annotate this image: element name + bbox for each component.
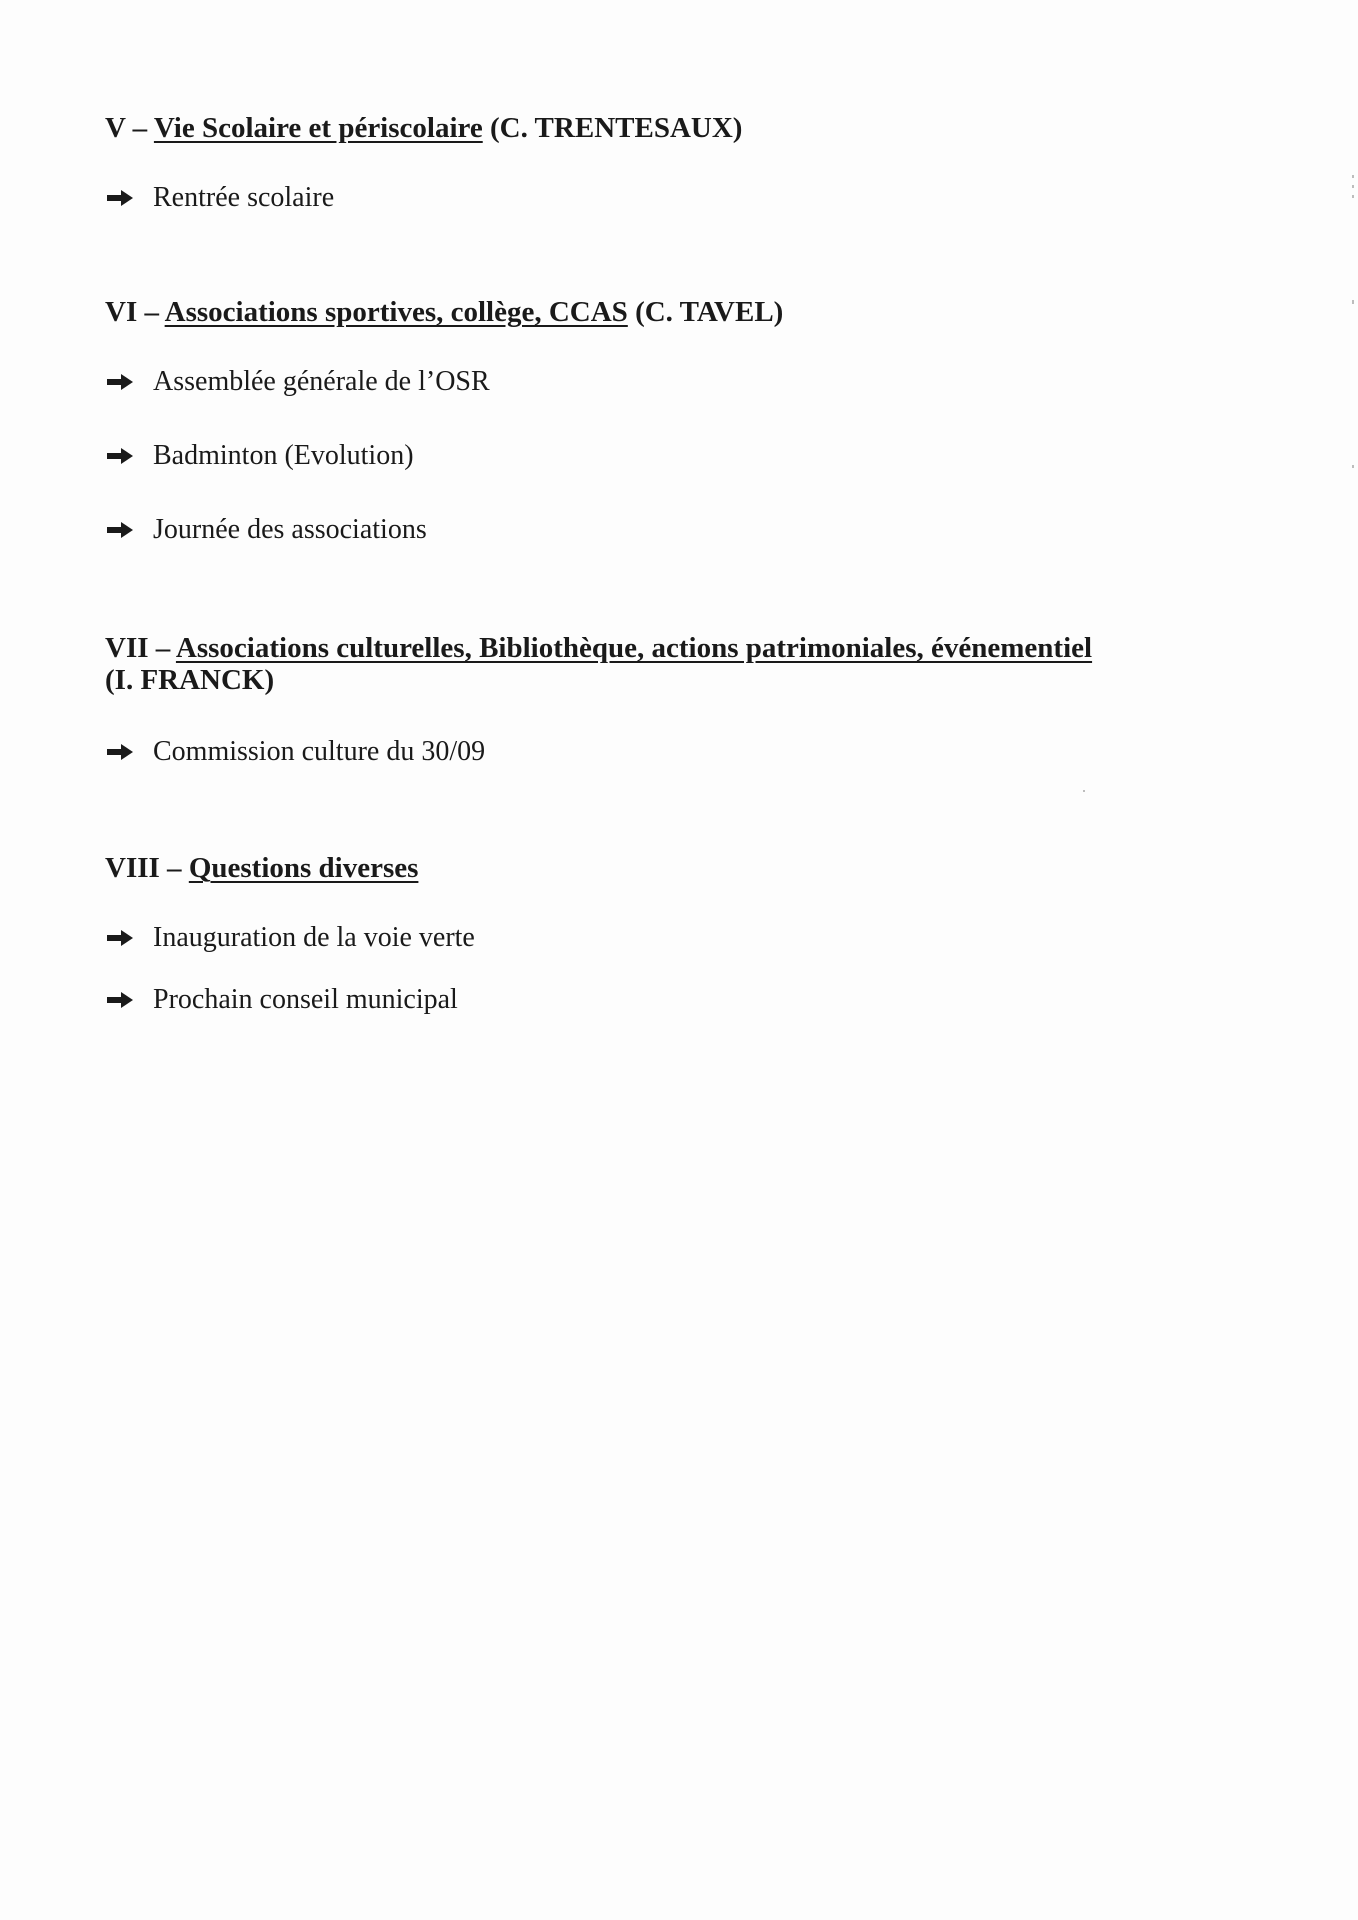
list-item-text: Commission culture du 30/09 bbox=[153, 736, 486, 767]
list-item bbox=[105, 514, 427, 546]
list-item bbox=[105, 922, 475, 954]
arrow-right-icon bbox=[105, 990, 135, 1010]
list-item bbox=[105, 736, 485, 768]
list-item-text: Journée des associations bbox=[153, 514, 427, 545]
list-item-text: Rentrée scolaire bbox=[153, 182, 335, 213]
arrow-right-icon bbox=[105, 928, 135, 948]
list-item bbox=[105, 182, 334, 214]
scan-speck bbox=[1352, 175, 1354, 178]
section-v bbox=[105, 112, 743, 213]
section-number: VII – bbox=[105, 632, 176, 664]
section-vii bbox=[105, 632, 1093, 767]
section-number: V – bbox=[105, 112, 154, 144]
scan-speck bbox=[1352, 195, 1354, 198]
section-heading bbox=[105, 112, 742, 144]
section-number: VIII – bbox=[105, 852, 189, 884]
list-item bbox=[105, 984, 458, 1016]
scan-speck bbox=[1352, 465, 1354, 468]
arrow-right-icon bbox=[105, 520, 135, 540]
list-item-text: Badminton (Evolution) bbox=[153, 440, 414, 471]
section-heading bbox=[105, 296, 783, 328]
list-item-text: Inauguration de la voie verte bbox=[153, 922, 475, 953]
section-title: Associations culturelles, Bibliothèque, actions patrimoniales, événementiel bbox=[175, 632, 1093, 664]
section-title: Associations sportives, collège, CCAS bbox=[164, 296, 628, 328]
list-item bbox=[105, 366, 490, 398]
scan-speck bbox=[1352, 300, 1354, 304]
scan-speck bbox=[1352, 185, 1354, 188]
section-heading bbox=[105, 632, 1092, 696]
arrow-right-icon bbox=[105, 446, 135, 466]
arrow-right-icon bbox=[105, 188, 135, 208]
section-responsible: (C. TRENTESAUX) bbox=[482, 112, 743, 144]
section-number: VI – bbox=[105, 296, 165, 328]
section-responsible: (C. TAVEL) bbox=[627, 296, 784, 328]
section-title: Questions diverses bbox=[188, 852, 419, 884]
section-vi bbox=[105, 296, 784, 545]
list-item-text: Prochain conseil municipal bbox=[153, 984, 458, 1015]
section-viii bbox=[105, 852, 475, 1015]
section-title: Vie Scolaire et périscolaire bbox=[153, 112, 483, 144]
arrow-right-icon bbox=[105, 372, 135, 392]
arrow-right-icon bbox=[105, 742, 135, 762]
scan-speck bbox=[1083, 790, 1085, 792]
section-responsible: (I. FRANCK) bbox=[105, 664, 275, 696]
list-item bbox=[105, 440, 414, 472]
list-item-text: Assemblée générale de l’OSR bbox=[153, 366, 490, 397]
section-heading bbox=[105, 852, 418, 884]
